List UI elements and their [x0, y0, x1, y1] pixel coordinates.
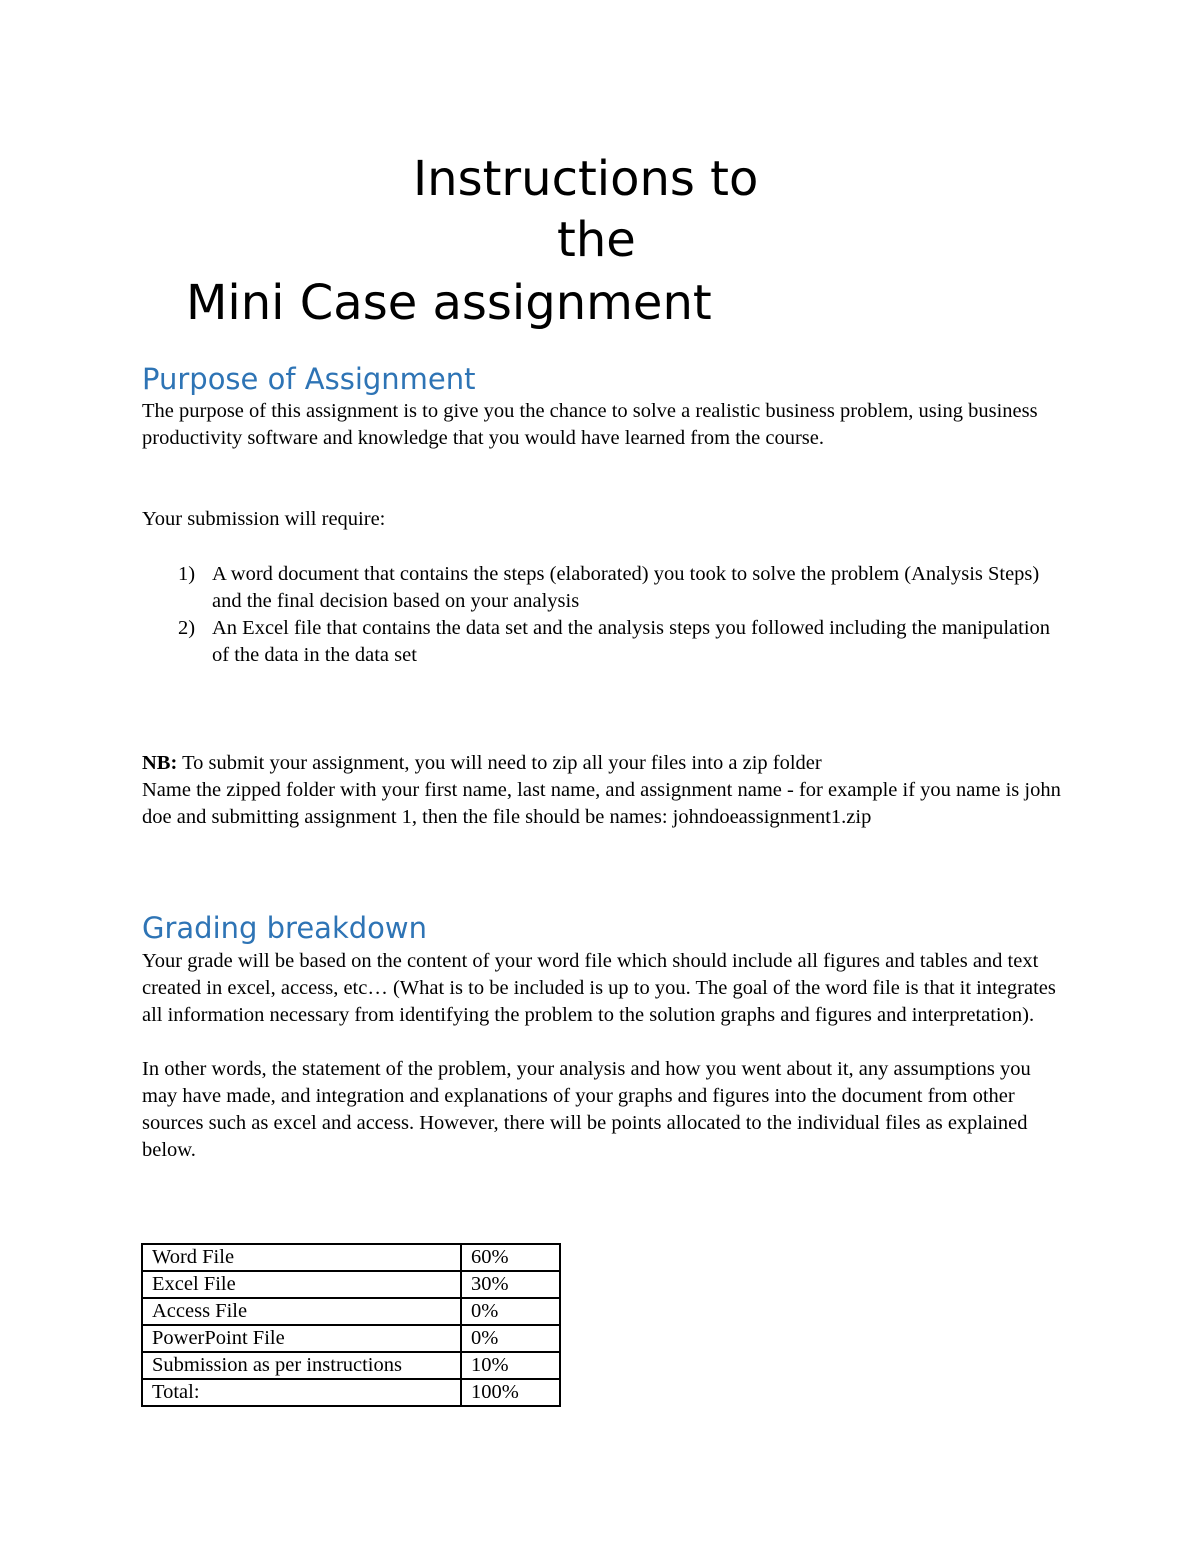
requirement-intro: Your submission will require: [142, 508, 386, 530]
purpose-heading: Purpose of Assignment [142, 362, 476, 396]
grade-item: PowerPoint File [142, 1325, 461, 1352]
title-line-3: Mini Case assignment [186, 275, 712, 331]
note-line [142, 750, 1062, 777]
grading-heading: Grading breakdown [142, 911, 427, 945]
list-item [142, 615, 1062, 669]
grade-weight: 30% [461, 1271, 560, 1298]
note-label: NB: [142, 752, 178, 774]
grading-paragraph-2: In other words, the statement of the problem, your analysis and how you went about it, any assumptions you may have made, and integration and explanations of your graphs and figures into the document from other sources such as excel and access. However, there will be points allocated to the individual files as explained below. [142, 1058, 1031, 1161]
grading-paragraph-1: Your grade will be based on the content of your word file which should include all figures and tables and text created in excel, access, etc… (What is to be included is up to you. The goal of the word file is that it integrates all information necessary from identifying the problem to the solution graphs and figures and interpretation). [142, 950, 1056, 1026]
note-text: To submit your assignment, you will need to zip all your files into a zip folder [177, 752, 822, 774]
list-item-text: An Excel file that contains the data set and the analysis steps you followed including the manipulation of the data in the data set [212, 617, 1051, 666]
list-item [142, 561, 1062, 615]
list-item-number: 2) [178, 617, 196, 639]
purpose-paragraph: The purpose of this assignment is to give you the chance to solve a realistic business problem, using business productivity software and knowledge that you would have learned from the course. [142, 400, 1038, 449]
list-item-text: A word document that contains the steps (elaborated) you took to solve the problem (Analysis Steps) and the final decision based on your analysis [212, 563, 1040, 612]
grade-weight: 0% [461, 1325, 560, 1352]
table-row [142, 1298, 560, 1325]
grade-weight: 100% [461, 1379, 560, 1406]
list-item-number: 1) [178, 563, 196, 585]
grade-item: Excel File [142, 1271, 461, 1298]
grade-weight: 10% [461, 1352, 560, 1379]
table-row [142, 1379, 560, 1406]
grade-item: Access File [142, 1298, 461, 1325]
table-row [142, 1325, 560, 1352]
requirements-list [142, 561, 1062, 669]
submission-note [142, 750, 1062, 831]
title-line-1: Instructions to [413, 151, 759, 207]
grading-table [141, 1243, 561, 1407]
table-row [142, 1244, 560, 1271]
grade-weight: 0% [461, 1298, 560, 1325]
table-row [142, 1271, 560, 1298]
table-row [142, 1352, 560, 1379]
naming-instructions: Name the zipped folder with your first name, last name, and assignment name - for example if you name is john doe and submitting assignment 1, then the file should be names: johndoeassignment1.zip [142, 779, 1061, 828]
title-line-2: the [557, 212, 636, 268]
grade-item: Word File [142, 1244, 461, 1271]
grade-weight: 60% [461, 1244, 560, 1271]
grade-item: Submission as per instructions [142, 1352, 461, 1379]
grade-item: Total: [142, 1379, 461, 1406]
